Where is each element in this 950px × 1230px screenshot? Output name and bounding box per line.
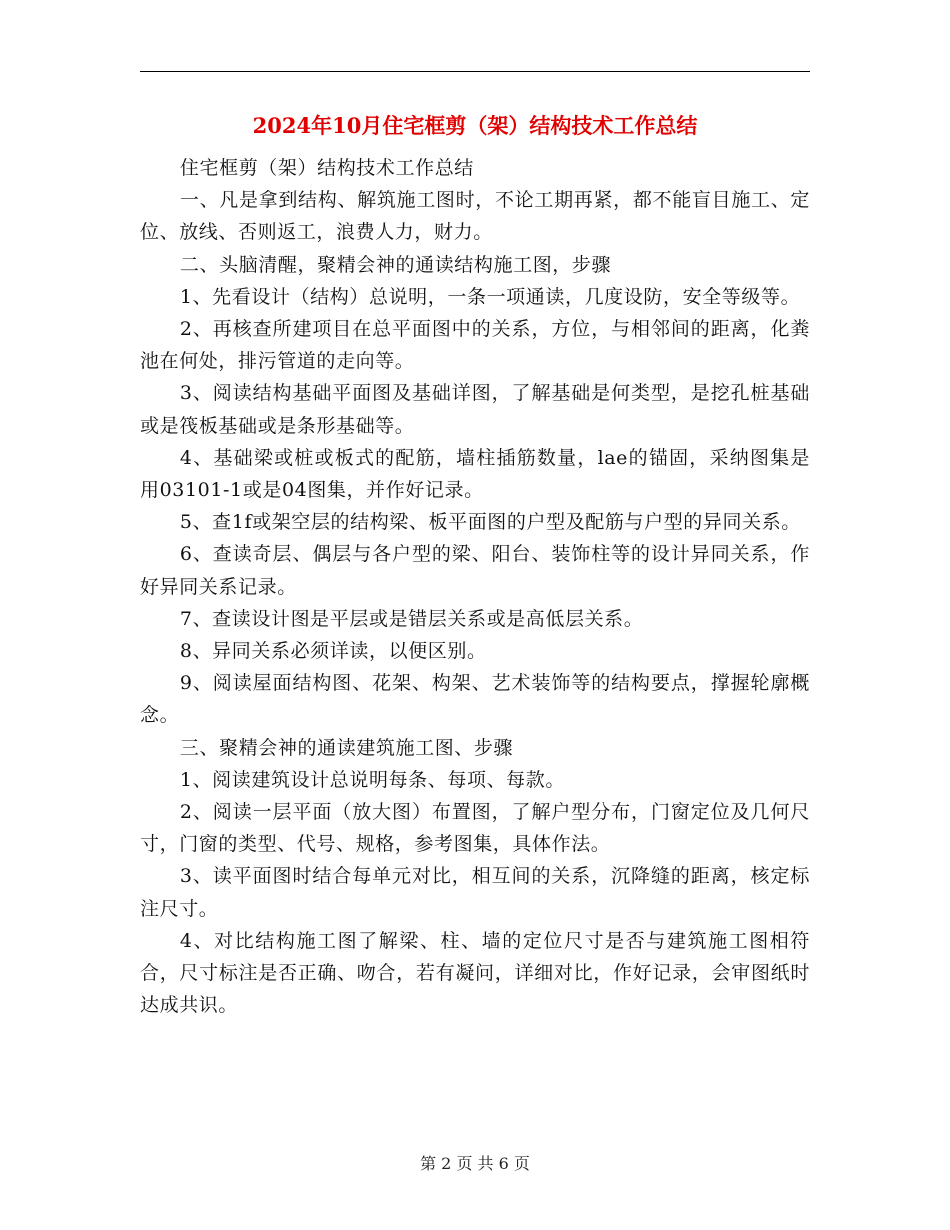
paragraph: 8、异同关系必须详读，以便区别。: [179, 640, 487, 663]
paragraph: 2、阅读一层平面（放大图）布置图，了解户型分布，门窗定位及几何尺寸，门窗的类型、代号、规格，参考图集，具体作法。: [140, 801, 810, 856]
section-heading: 三、聚精会神的通读建筑施工图、步骤: [179, 736, 514, 759]
paragraph-subtitle: 住宅框剪（架）结构技术工作总结: [179, 157, 474, 179]
paragraph: 5、查1f或架空层的结构梁、板平面图的户型及配筋与户型的异同关系。: [179, 511, 801, 534]
paragraph: 2、再核查所建项目在总平面图中的关系，方位，与相邻间的距离，化粪池在何处，排污管道的走向等。: [140, 318, 810, 373]
paragraph: 7、查读设计图是平层或是错层关系或是高低层关系。: [179, 607, 644, 630]
header-rule: [140, 71, 810, 72]
paragraph: 9、阅读屋面结构图、花架、构架、艺术装饰等的结构要点，撑握轮廓概念。: [140, 672, 810, 727]
paragraph: 3、阅读结构基础平面图及基础详图，了解基础是何类型，是挖孔桩基础或是筏板基础或是条形基础等。: [140, 382, 810, 437]
page-number-footer: 第 2 页 共 6 页: [420, 1154, 530, 1173]
paragraph: 3、读平面图时结合每单元对比，相互间的关系，沉降缝的距离，核定标注尺寸。: [140, 865, 810, 920]
paragraph: 4、基础梁或桩或板式的配筋，墙柱插筋数量，lae的锚固，采纳图集是用03101-1或是04图集，并作好记录。: [140, 446, 810, 502]
paragraph: 1、先看设计（结构）总说明，一条一项通读，几度设防，安全等级等。: [179, 285, 801, 308]
document-title: 2024年10月住宅框剪（架）结构技术工作总结: [252, 113, 698, 138]
paragraph: 一、凡是拿到结构、解筑施工图时，不论工期再紧，都不能盲目施工、定位、放线、否则返工，浪费人力，财力。: [140, 189, 810, 244]
section-heading: 二、头脑清醒，聚精会神的通读结构施工图，步骤: [179, 253, 612, 276]
paragraph: 1、阅读建筑设计总说明每条、每项、每款。: [179, 768, 565, 791]
document-body: [140, 152, 810, 1021]
paragraph: 6、查读奇层、偶层与各户型的梁、阳台、装饰柱等的设计异同关系，作好异同关系记录。: [140, 543, 810, 598]
paragraph: 4、对比结构施工图了解梁、柱、墙的定位尺寸是否与建筑施工图相符合，尺寸标注是否正确、吻合，若有凝问，详细对比，作好记录，会审图纸时达成共识。: [140, 929, 810, 1017]
